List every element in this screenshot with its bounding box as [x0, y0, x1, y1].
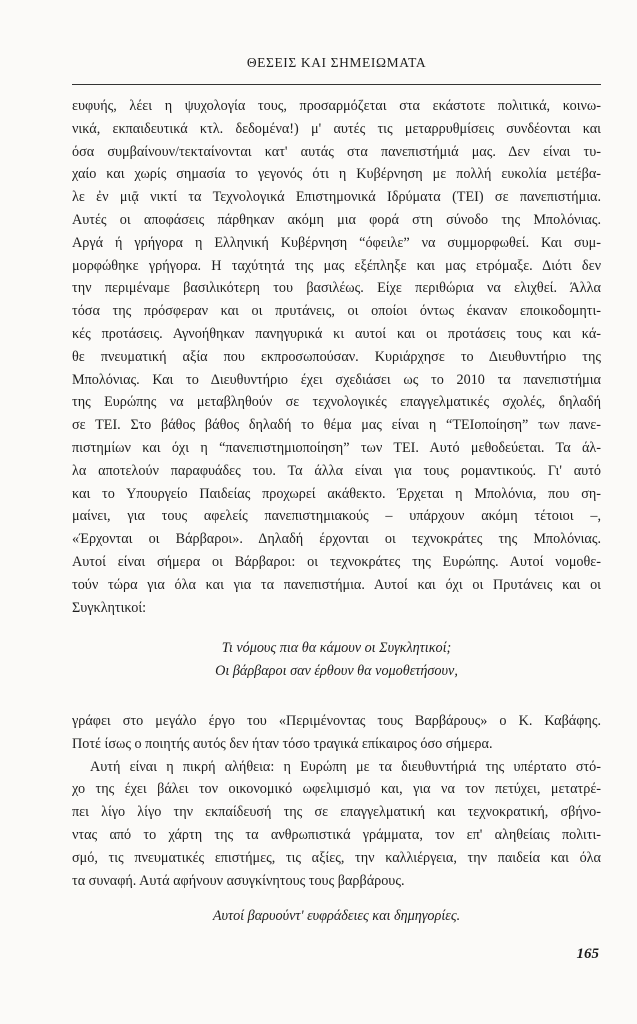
text-line: Αυτή είναι η πικρή αλήθεια: η Ευρώπη με τα διευθυντήριά της υπέρτατο στό- [90, 758, 601, 775]
verse-quote-1 [72, 637, 601, 683]
text-line: Μπολόνιας. Και το Διευθυντήριο έχει σχεδιάσει ως το 2010 τα πανεπιστήμια [72, 371, 601, 388]
text-line: τούν τώρα για όλα και για τα πανεπιστήμια. Αυτοί και όχι οι Πρυτάνεις και οι [72, 576, 601, 593]
text-line: γράφει στο μεγάλο έργο του «Περιμένοντας τους Βαρβάρους» ο Κ. Καβάφης. [72, 712, 601, 729]
text-line: Αυτές οι αποφάσεις πάρθηκαν ακόμη μια φορά στη σύνοδο της Μπολόνιας. [72, 211, 601, 228]
text-line: σμό, τις πνευματικές επιστήμες, τις αξίες, την καλλιέργεια, την παιδεία και όλα [72, 849, 601, 866]
text-line: κές προτάσεις. Αγνοήθηκαν πανηγυρικά κι αυτοί και οι προτάσεις τους και κά- [72, 325, 601, 342]
text-line: πει λίγο λίγο την εκπαίδευσή της σε επαγγελματική και τεχνοκρατική, σβήνο- [72, 804, 601, 821]
text-line: τα συναφή. Αυτά αφήνουν ασυγκίνητους τους βαρβάρους. [72, 872, 405, 889]
verse-line: Οι βάρβαροι σαν έρθουν θα νομοθετήσουν, [215, 663, 458, 680]
page-body [72, 95, 601, 928]
paragraph-2 [72, 710, 601, 756]
text-line: λα αποτελούν παραφυάδες του. Τα άλλα είναι για τους ρομαντικούς. Γι' αυτό [72, 462, 601, 479]
page-number: 165 [576, 946, 599, 962]
text-line: ευφυής, λέει η ψυχολογία τους, προσαρμόζεται στα εκάστοτε πολιτικά, κοινω- [72, 98, 601, 114]
text-line: την περιμέναμε βασιλικότερη του βασιλέως. Είχε περιθώρια να ελιχθεί. Άλλα [72, 280, 601, 297]
text-line: μορφώθηκε γρήγορα. Η ταχύτητά της μας εξέπληξε και μας ετρόμαξε. Διότι δεν [72, 257, 601, 274]
text-line: «Έρχονται οι Βάρβαροι». Δηλαδή έρχονται οι τεχνοκράτες της Μπολόνιας. [72, 531, 601, 548]
text-line: τόσα της πρόσφεραν και οι πρυτάνεις, οι οποίοι όντως έκαναν εποικοδομητι- [72, 303, 601, 320]
text-line: ντας από το χάρτη της τα ανθρωπιστικά γράμματα, τον επ' αληθείαις πολιτι- [72, 826, 601, 843]
header-rule [72, 84, 601, 85]
text-line: όσα συμβαίνουν/τεκταίνονται κατ' αυτάς στα πανεπιστήμιά μας. Δεν είναι τυ- [72, 143, 601, 160]
text-line: και το Υπουργείο Παιδείας προχωρεί ακάθεκτο. Έρχεται η Μπολόνια, που ση- [72, 485, 601, 502]
verse-line: Τι νόμους πια θα κάμουν οι Συγκλητικοί; [221, 640, 452, 657]
text-line: χο της έχει βάλει τον οικονομικό ωφελιμισμό και, για να τον πετύχει, μετατρέ- [72, 781, 601, 798]
paragraph-3 [72, 756, 601, 893]
text-line: λε ἐν μιᾷ νικτί τα Τεχνολογικά Επιστημονικά Ιδρύματα (ΤΕΙ) σε πανεπιστήμια. [72, 189, 601, 206]
text-line: πιστημίων και όχι η “πανεπιστημιοποίηση” των ΤΕΙ. Αυτό μεθοδεύεται. Τα άλ- [72, 439, 601, 456]
text-line: Ποτέ ίσως ο ποιητής αυτός δεν ήταν τόσο τραγικά επίκαιρος όσο σήμερα. [72, 735, 493, 752]
verse-quote-2: Αυτοί βαρυούντ' ευφράδειες και δημηγορίες. [212, 908, 461, 925]
text-line: θε πνευματική αξία που εκπροσωπούσαν. Κυριάρχησε το Διευθυντήριο της [72, 348, 601, 365]
text-line: χαίο και χωρίς σημασία το γεγονός ότι η Κυβέρνηση με πολλή ευκολία μετέβα- [72, 166, 601, 183]
text-line: της Ευρώπης να μεταβληθούν σε τεχνολογικές επαγγελματικές σχολές, δηλαδή [72, 394, 601, 411]
text-line: μαίνει, για τους αφελείς πανεπιστημιακούς – υπάρχουν ακόμη τέτοιοι –, [72, 508, 601, 525]
running-header: ΘΕΣΕΙΣ ΚΑΙ ΣΗΜΕΙΩΜΑΤΑ [246, 55, 427, 70]
paragraph-1 [72, 95, 601, 619]
text-line: νικά, εκπαιδευτικά κτλ. δεδομένα!) μ' αυτές τις μεταρρυθμίσεις συνδέονται και [72, 120, 601, 137]
text-line: Αυτοί είναι σήμερα οι Βάρβαροι: οι τεχνοκράτες της Ευρώπης. Αυτοί νομοθε- [72, 553, 601, 570]
text-line: Συγκλητικοί: [72, 599, 147, 616]
text-line: σε ΤΕΙ. Στο βάθος βάθος δηλαδή το θέμα μας είναι η “ΤΕΙοποίηση” των πανε- [72, 417, 601, 434]
text-line: Αργά ή γρήγορα η Ελληνική Κυβέρνηση “όφειλε” να συμμορφωθεί. Και συμ- [72, 234, 601, 251]
